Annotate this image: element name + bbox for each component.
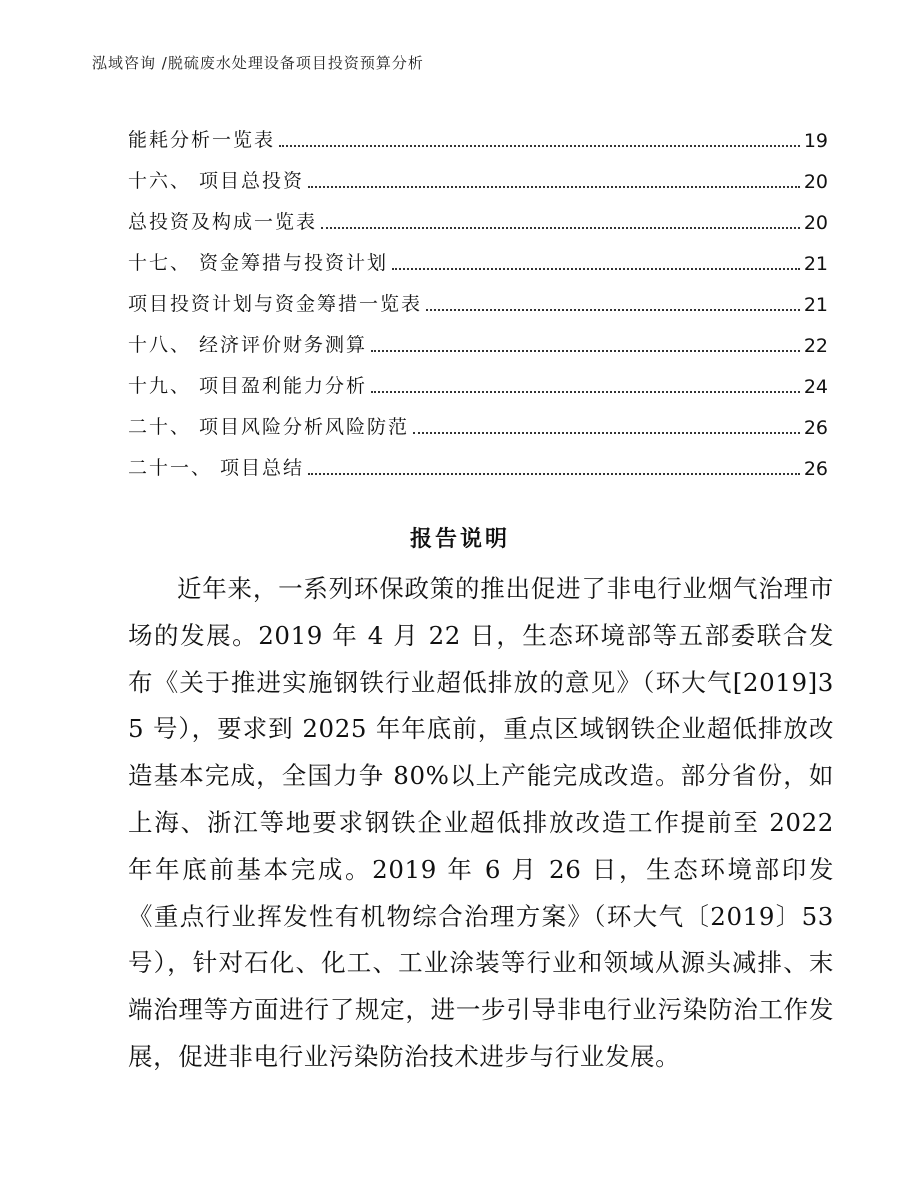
page-header: 泓域咨询 /脱硫废水处理设备项目投资预算分析 <box>92 54 424 72</box>
toc-dot-leader <box>321 226 800 229</box>
toc-entry-title: 项目投资计划与资金筹措一览表 <box>128 293 423 315</box>
toc-entry-page: 20 <box>803 212 828 234</box>
toc-entry[interactable] <box>128 282 828 316</box>
toc-dot-leader <box>371 349 800 352</box>
toc-entry-title: 十六、 项目总投资 <box>128 170 305 192</box>
toc-entry[interactable] <box>128 241 828 275</box>
toc-dot-leader <box>371 390 800 393</box>
toc-entry-title: 总投资及构成一览表 <box>128 211 318 233</box>
toc-entry-page: 19 <box>803 130 828 152</box>
toc-dot-leader <box>308 185 800 188</box>
toc-entry[interactable] <box>128 446 828 480</box>
toc-entry-page: 26 <box>803 417 828 439</box>
section-title: 报告说明 <box>409 527 510 552</box>
toc-entry-page: 22 <box>803 335 828 357</box>
toc-dot-leader <box>308 472 800 475</box>
toc-entry[interactable] <box>128 405 828 439</box>
toc-dot-leader <box>426 308 800 311</box>
toc-dot-leader <box>279 144 800 147</box>
toc-entry-page: 21 <box>803 253 828 275</box>
toc-dot-leader <box>392 267 800 270</box>
toc-entry-title: 二十一、 项目总结 <box>128 457 305 479</box>
toc-entry-page: 21 <box>803 294 828 316</box>
toc-entry-page: 24 <box>803 376 828 398</box>
toc-entry-page: 20 <box>803 171 828 193</box>
toc-entry[interactable] <box>128 364 828 398</box>
toc-entry-title: 十八、 经济评价财务测算 <box>128 334 368 356</box>
toc-dot-leader <box>413 431 800 434</box>
toc-entry-title: 能耗分析一览表 <box>128 129 276 151</box>
toc-entry[interactable] <box>128 323 828 357</box>
toc-entry[interactable] <box>128 118 828 152</box>
toc-entry-title: 十九、 项目盈利能力分析 <box>128 375 368 397</box>
toc-entry[interactable] <box>128 159 828 193</box>
toc-entry[interactable] <box>128 200 828 234</box>
toc-entry-title: 十七、 资金筹措与投资计划 <box>128 252 389 274</box>
toc-entry-title: 二十、 项目风险分析风险防范 <box>128 416 410 438</box>
body-paragraph: 近年来，一系列环保政策的推出促进了非电行业烟气治理市场的发展。2019 年 4 月 22 日，生态环境部等五部委联合发布《关于推进实施钢铁行业超低排放的意见》（环大气[2019]35 号），要求到 2025 年年底前，重点区域钢铁企业超低排放改造基本完成，全国力争 80%以上产能完成改造。部分省份，如上海、浙江等地要求钢铁企业超低排放改造工作提前至 2022 年年底前基本完成。2019 年 6 月 26 日，生态环境部印发《重点行业挥发性有机物综合治理方案》（环大气〔2019〕53 号），针对石化、化工、工业涂装等行业和领域从源头减排、末端治理等方面进行了规定，进一步引导非电行业污染防治工作发展，促进非电行业污染防治技术进步与行业发展。 <box>128 574 834 1071</box>
toc-entry-page: 26 <box>803 458 828 480</box>
